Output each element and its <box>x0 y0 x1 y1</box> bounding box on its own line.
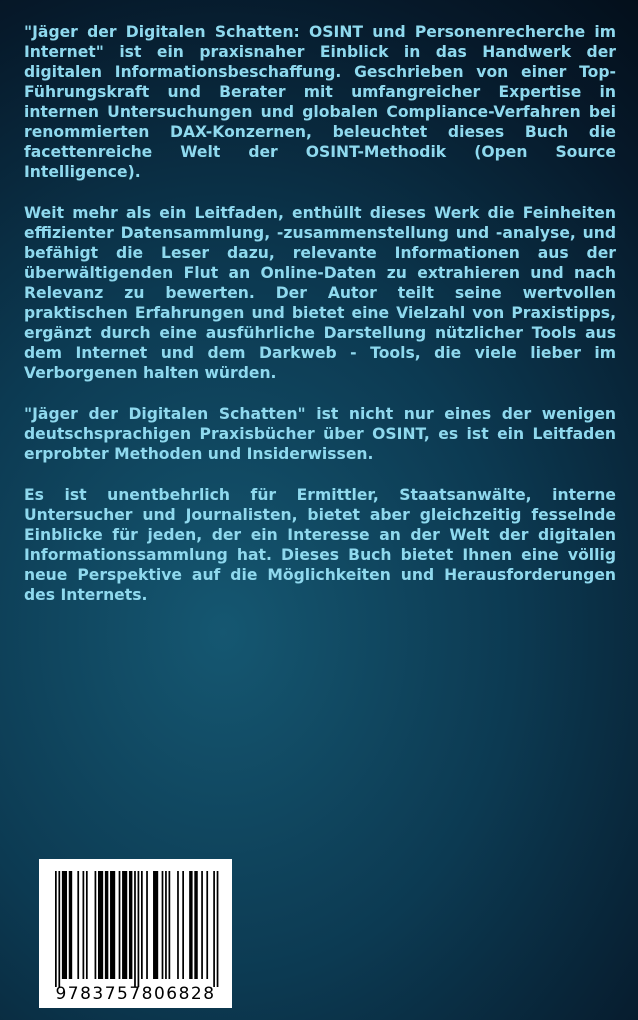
isbn-barcode <box>39 859 232 1008</box>
blurb-text <box>24 22 616 626</box>
barcode-bar <box>177 871 179 979</box>
barcode-bar <box>138 871 140 987</box>
barcode-bar <box>146 871 148 979</box>
barcode-bar <box>69 871 72 979</box>
blurb-paragraph-1: "Jäger der Digitalen Schatten: OSINT und Personenrecherche im Internet" ist ein praxisnaher Einblick in das Handwerk der digitalen Informationsbeschaffung. Geschrieben von einer Top-Führungskraft und Berater mit umfangreicher Expertise in internen Untersuchungen und globalen Compliance-Verfahren bei renommierten DAX-Konzernen, beleuchtet dieses Buch die facettenreiche Welt der OSINT-Methodik (Open Source Intelligence). <box>24 23 616 181</box>
barcode-bar <box>105 871 108 979</box>
barcode-bar <box>134 871 136 987</box>
barcode-bar <box>201 871 203 979</box>
barcode-bar <box>213 871 215 987</box>
isbn-number: 9783757806828 <box>55 984 216 1004</box>
barcode-bar <box>206 871 208 979</box>
barcode-bar <box>62 871 67 979</box>
barcode-bar <box>217 871 219 987</box>
barcode-bar <box>95 871 97 979</box>
barcode-bar <box>86 871 88 979</box>
blurb-paragraph-2: Weit mehr als ein Leitfaden, enthüllt dieses Werk die Feinheiten effizienter Datensammlung, -zusammenstellung und -analyse, und befähigt die Leser dazu, relevante Informationen aus der überwältigenden Flut an Online-Daten zu extrahieren und nach Relevanz zu bewerten. Der Autor teilt seine wertvollen praktischen Erfahrungen und bietet eine Vielzahl von Praxistipps, ergänzt durch eine ausführliche Darstellung nützlicher Tools aus dem Internet und dem Darkweb - Tools, die viele lieber im Verborgenen halten würden. <box>24 204 616 382</box>
barcode-bar <box>169 871 171 979</box>
blurb-paragraph-3: "Jäger der Digitalen Schatten" ist nicht nur eines der wenigen deutschsprachigen Praxisbücher über OSINT, es ist ein Leitfaden erprobter Methoden und Insiderwissen. <box>24 405 616 463</box>
barcode-bar <box>110 871 115 979</box>
barcode-bar <box>141 871 143 979</box>
barcode-bar <box>122 871 127 979</box>
barcode-bar <box>182 871 184 979</box>
barcode-bar <box>165 871 167 979</box>
barcode-bar <box>83 871 85 979</box>
barcode-bar <box>194 871 197 979</box>
barcode-bar <box>153 871 158 979</box>
barcode-bar <box>162 871 164 979</box>
barcode-bar <box>77 871 79 979</box>
barcode-bar <box>58 871 60 987</box>
blurb-paragraph-4: Es ist unentbehrlich für Ermittler, Staatsanwälte, interne Untersucher und Journalisten, bietet aber gleichzeitig fesselnde Einblicke für jeden, der ein Interesse an der Welt der digitalen Informationssammlung hat. Dieses Buch bietet Ihnen eine völlig neue Perspektive auf die Möglichkeiten und Herausforderungen des Internets. <box>24 486 616 604</box>
barcode-bar <box>98 871 103 979</box>
barcode-bar <box>119 871 121 979</box>
barcode-bar <box>129 871 132 979</box>
barcode-bar <box>55 871 57 987</box>
barcode-bar <box>189 871 192 979</box>
